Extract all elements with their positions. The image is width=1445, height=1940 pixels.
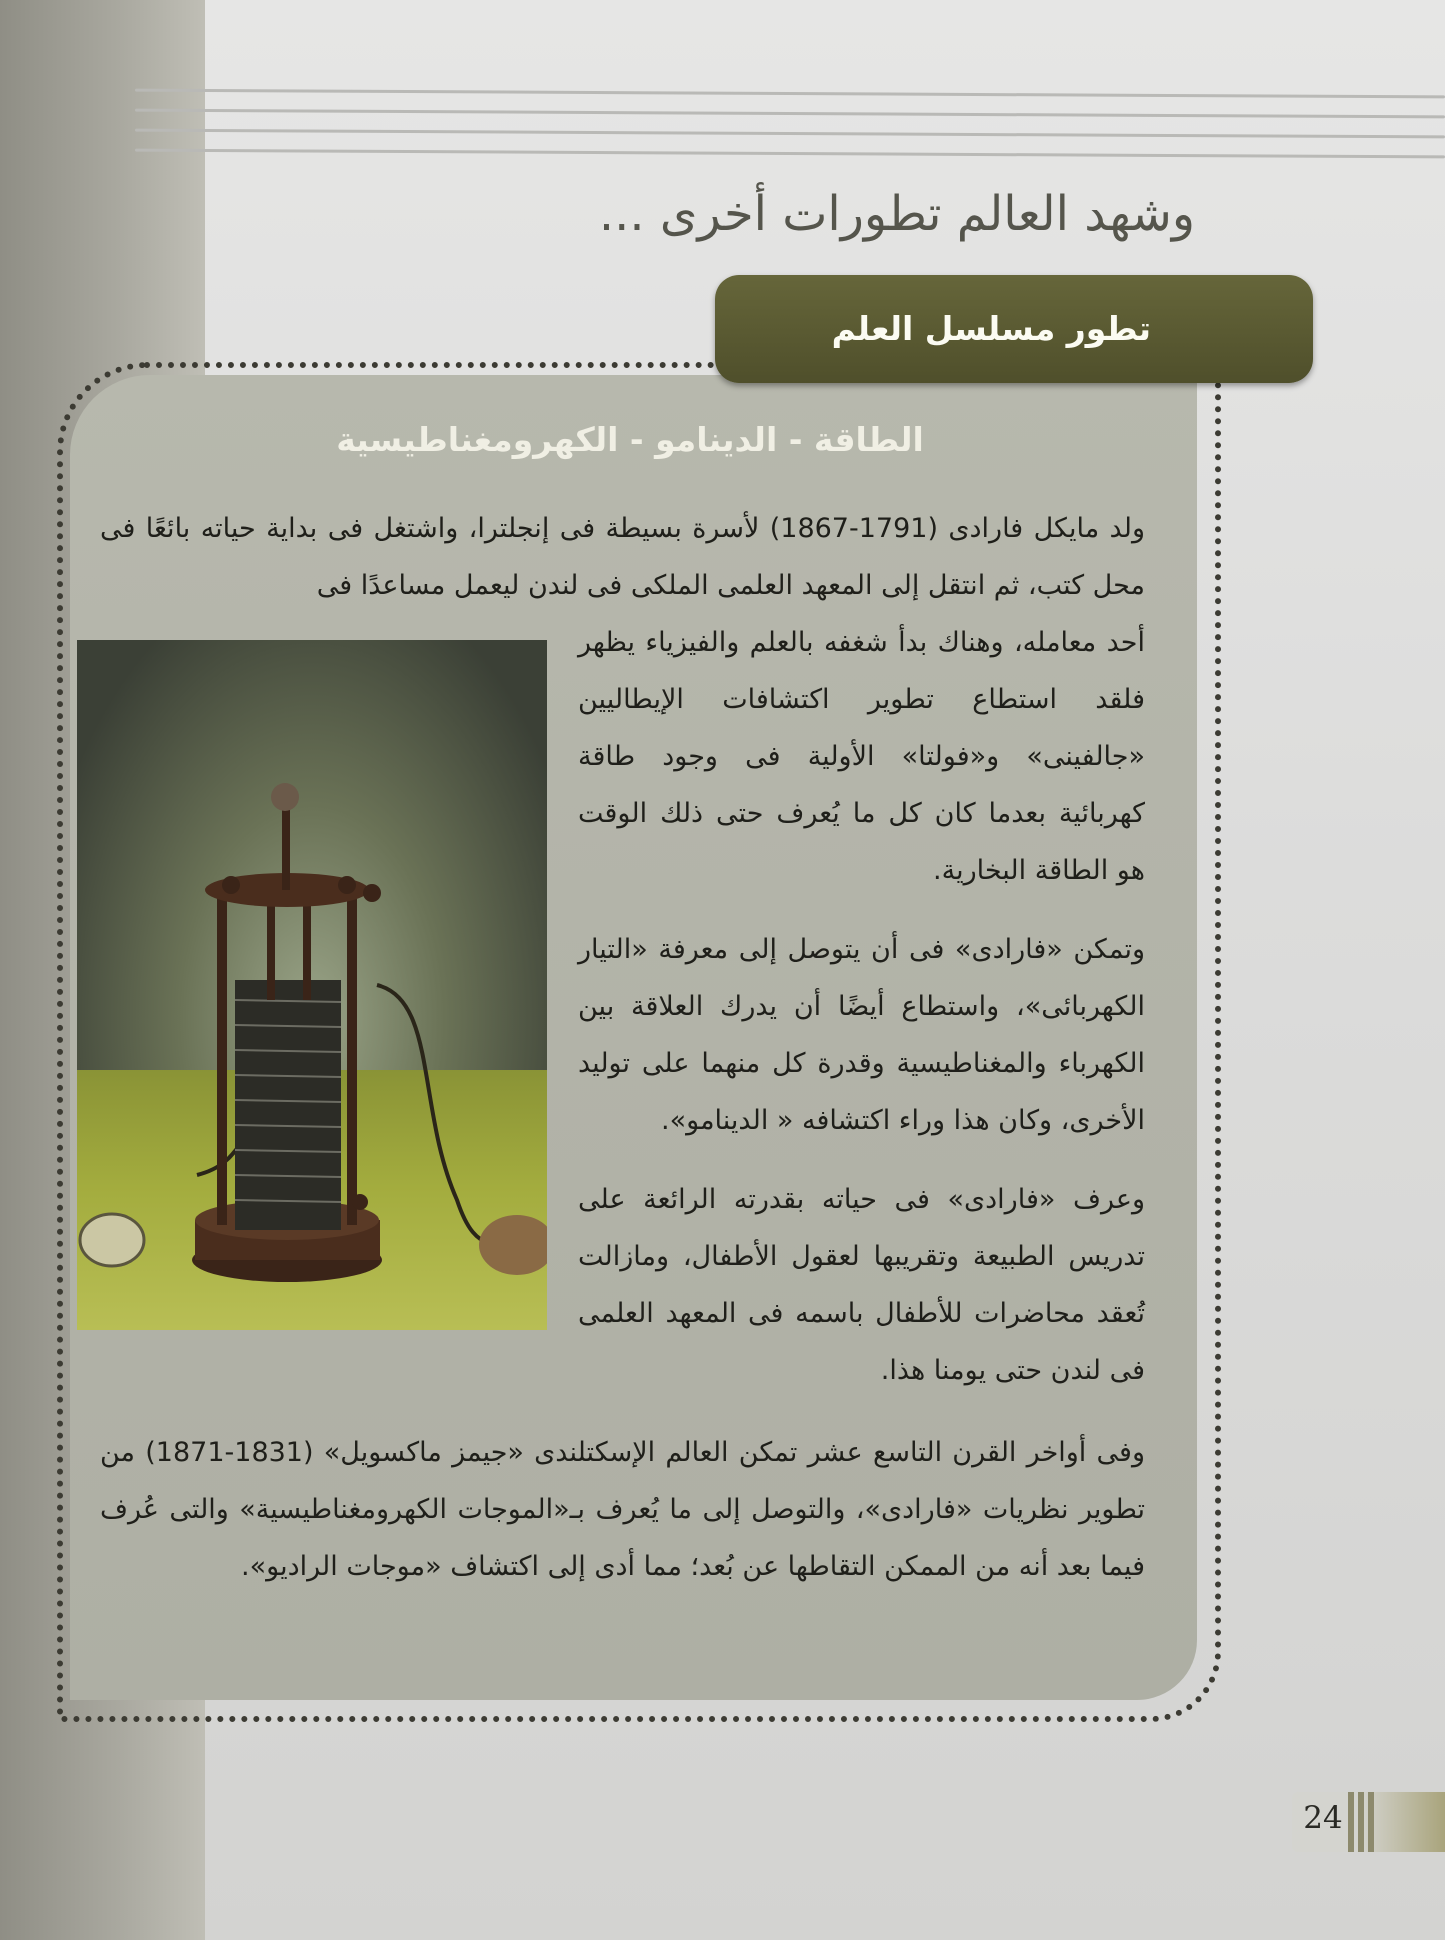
top-rod [282,800,290,890]
left-disc [80,1214,144,1266]
knob [222,876,240,894]
disc-stack [235,980,341,1230]
right-disc [479,1215,547,1275]
paragraph-2: وتمكن «فارادى» فى أن يتوصل إلى معرفة «التيار الكهربائى»، واستطاع أيضًا أن يدرك العلاقة بين الكهرباء والمغناطيسية وقدرة كل منهما على توليد الأخرى، وكان هذا وراء اكتشافه « الدينامو». [578,934,1145,1136]
paragraph-1: أحد معامله، وهناك بدأ شغفه بالعلم والفيزياء يظهر فلقد استطاع تطوير اكتشافات الإيطاليين «جالفينى» و«فولتا» الأولية فى وجود طاقة كهربائية بعدما كان كل ما يُعرف حتى ذلك الوقت هو الطاقة البخارية. [578,627,1145,886]
wire-right [377,985,492,1245]
knob [363,884,381,902]
final-paragraph [100,1424,1145,1617]
final-text: وفى أواخر القرن التاسع عشر تمكن العالم الإسكتلندى «جيمز ماكسويل» (1831-1871) من تطوير نظريات «فارادى»، والتوصل إلى ما يُعرف بـ«الموجات الكهرومغناطيسية» والتى عُرف فيما بعد أنه من الممكن التقاطها عن بُعد؛ مما أدى إلى اكتشاف «موجات الراديو». [100,1437,1145,1582]
knob [352,1194,368,1210]
tab-bar [1358,1792,1364,1852]
top-knob [271,783,299,811]
intro-text: ولد مايكل فارادى (1791-1867) لأسرة بسيطة فى إنجلترا، واشتغل فى بداية حياته بائعًا فى محل كتب، ثم انتقل إلى المعهد العلمى الملكى فى لندن ليعمل مساعدًا فى [100,513,1145,601]
tab-bar [1348,1792,1354,1852]
page-number: 24 [1303,1800,1343,1836]
tab-bar [1368,1792,1374,1852]
page-title: وشهد العالم تطورات أخرى ... [598,186,1195,242]
knob [338,876,356,894]
voltaic-pile-photo [77,640,547,1330]
voltaic-pile-illustration [77,640,547,1330]
text-column [578,614,1145,1421]
chapter-banner [715,275,1313,383]
paragraph-3: وعرف «فارادى» فى حياته بقدرته الرائعة على تدريس الطبيعة وتقريبها لعقول الأطفال، ومازالت تُعقد محاضرات للأطفال باسمه فى المعهد العلمى فى لندن حتى يومنا هذا. [578,1184,1145,1386]
chapter-label: تطور مسلسل العلم [831,309,1151,348]
section-title: الطاقة - الدينامو - الكهرومغناطيسية [336,420,924,459]
